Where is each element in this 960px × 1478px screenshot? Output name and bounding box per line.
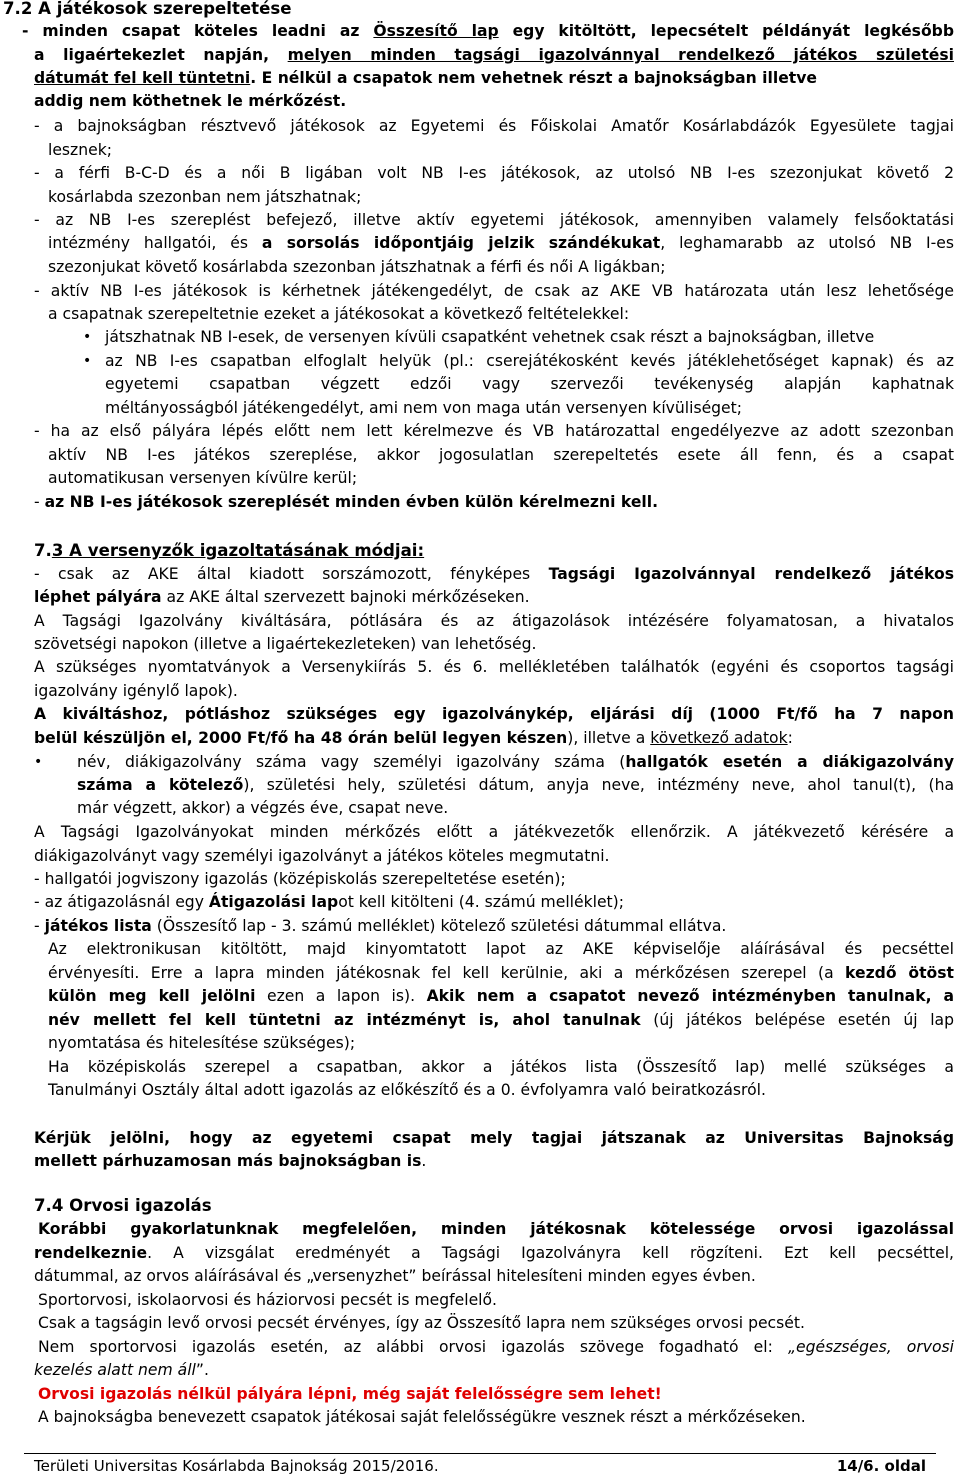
para-7-2-line-12: - aktív NB I-es játékosok is kérhetnek játékengedélyt, de csak az AKE VB határozata után lesz lehetősége [34,282,954,300]
bullet-7-2-2b: egyetemi csapatban végzett edzői vagy szervezői tevékenység alapján kaphatnak [105,375,954,393]
para-7-3-line-22: mellett párhuzamosan más bajnokságban is. [34,1152,427,1170]
bullet-dot: • [34,754,43,770]
bullet-dot: • [83,329,92,345]
para-7-2-line-10: intézmény hallgatói, és a sorsolás időpontjáig jelzik szándékukat, leghamarabb az utolsó NB I-es [48,234,954,252]
bullet-7-3-1c: már végzett, akkor) a végzés éve, csapat neve. [77,799,449,817]
bullet-7-3-1a: név, diákigazolvány száma vagy személyi igazolvány száma (hallgatók esetén a diákigazolvány [77,753,954,771]
para-7-3-line-6: igazolvány igénylő lapok). [34,682,238,700]
para-7-3-line-2: léphet pályára az AKE által szervezett bajnoki mérkőzéseken. [34,588,530,606]
para-7-4-line-5: Csak a tagságin levő orvosi pecsét érvényes, így az Összesítő lapra nem szükséges orvosi pecsét. [38,1314,805,1332]
bullet-7-2-1: játszhatnak NB I-esek, de versenyen kívüli csapatként vehetnek csak részt a bajnokságban, illetve [105,328,875,346]
footer-divider [24,1453,936,1454]
para-7-3-line-7: A kiváltáshoz, pótláshoz szükséges egy igazolványkép, eljárási díj (1000 Ft/fő ha 7 napon [34,705,954,723]
para-7-4-line-4: Sportorvosi, iskolaorvosi és háziorvosi pecsét is megfelelő. [38,1291,498,1309]
para-7-2-line-2: a ligaértekezlet napján, melyen minden tagsági igazolvánnyal rendelkező játékos születési [34,46,954,64]
para-7-3-line-18: nyomtatása és hitelesítése szükséges); [48,1034,356,1052]
para-7-2-line-7: - a férfi B-C-D és a női B ligában volt NB I-es játékosok, az utolsó NB I-es szezonjukat követő 2 [34,164,954,182]
para-7-2-line-11: szezonjukat követő kosárlabda szezonban játszhatnak a férfi és női A ligákban; [48,258,666,276]
para-7-3-line-3: A Tagsági Igazolvány kiváltására, pótlására és az átigazolások intézésére folyamatosan, a hivatalos [34,612,954,630]
para-7-2-line-9: - az NB I-es szereplést befejező, illetve aktív egyetemi játékosok, amennyiben valamely felsőoktatási [34,211,954,229]
para-7-3-line-9: A Tagsági Igazolványokat minden mérkőzés előtt a játékvezetők ellenőrzik. A játékvezető kérésére a [34,823,954,841]
para-7-3-line-11: - hallgatói jogviszony igazolás (középiskolás szerepeltetése esetén); [34,870,566,888]
para-7-2-line-13: a csapatnak szerepeltetnie ezeket a játékosokat a következő feltételekkel: [48,305,630,323]
section-7-4-title: 7.4 Orvosi igazolás [34,1196,212,1215]
para-7-2-line-5: - a bajnokságban résztvevő játékosok az Egyetemi és Főiskolai Amatőr Kosárlabdázók Egyesülete tagjai [34,117,954,135]
para-7-2-line-14: - ha az első pályára lépés előtt nem lett kérelmezve és VB határozattal engedélyezve az adott szezonban [34,422,954,440]
bullet-7-2-2c: méltányosságból játékengedélyt, ami nem von maga után versenyen kívüliséget; [105,399,743,417]
para-7-3-line-20: Tanulmányi Osztály által adott igazolás az előkészítő és a 0. évfolyamra való beiratkozásról. [48,1081,766,1099]
para-7-4-line-2: rendelkeznie. A vizsgálat eredményét a Tagsági Igazolványra kell rögzíteni. Ezt kell pecséttel, [34,1244,954,1262]
para-7-3-line-15: érvényesíti. Erre a lapra minden játékosnak fel kell kerülnie, aki a mérkőzésen szerepel (a kezdő ötöst [48,964,955,982]
para-7-4-line-9: A bajnokságba benevezett csapatok játékosai saját felelősségükre vesznek részt a mérkőzéseken. [38,1408,806,1426]
section-7-2-title: 7.2 A játékosok szerepeltetése [3,0,292,18]
para-7-3-line-4: szövetségi napokon (illetve a ligaértekezleteken) van lehetőség. [34,635,537,653]
para-7-2-line-8: kosárlabda szezonban nem játszhatnak; [48,188,362,206]
para-7-2-line-17: - az NB I-es játékosok szereplését minden évben külön kérelmezni kell. [34,493,659,511]
bullet-7-3-1b: száma a kötelező), születési hely, születési dátum, anyja neve, intézmény neve, ahol tanul(t), (ha [77,776,955,794]
section-7-3-title: 7.3 A versenyzők igazoltatásának módjai: [34,541,425,560]
para-7-2-line-1: - minden csapat köteles leadni az Összesítő lap egy kitöltött, lepecsételt példányát legkésőbb [22,22,955,40]
para-7-2-line-4: addig nem köthetnek le mérkőzést. [34,92,347,110]
para-7-3-line-12: - az átigazolásnál egy Átigazolási lapot kell kitölteni (4. számú melléklet); [34,893,624,911]
para-7-2-line-3: dátumát fel kell tüntetni. E nélkül a csapatok nem vehetnek részt a bajnokságban illetve [34,69,817,87]
para-7-3-line-14: Az elektronikusan kitöltött, majd kinyomtatott lapot az AKE képviselője aláírásával és pecséttel [48,940,954,958]
para-7-3-line-1: - csak az AKE által kiadott sorszámozott, fényképes Tagsági Igazolvánnyal rendelkező játékos [34,565,954,583]
para-7-2-line-6: lesznek; [48,141,112,159]
para-7-3-line-19: Ha középiskolás szerepel a csapatban, akkor a játékos lista (Összesítő lap) mellé szükséges a [48,1058,954,1076]
para-7-3-line-21: Kérjük jelölni, hogy az egyetemi csapat mely tagjai játszanak az Universitas Bajnokság [34,1129,954,1147]
link-osszesito-lap: Összesítő lap [373,22,499,40]
para-7-3-line-16: külön meg kell jelölni ezen a lapon is). Akik nem a csapatot nevező intézményben tanulnak, a [48,987,954,1005]
page-number: 14/6. oldal [836,1457,926,1475]
para-7-3-line-8: belül készüljön el, 2000 Ft/fő ha 48 órán belül legyen készen), illetve a következő adatok: [34,729,793,747]
para-7-4-line-7: kezelés alatt nem áll”. [34,1361,209,1379]
para-7-3-line-5: A szükséges nyomtatványok a Versenykiírás 5. és 6. mellékletében találhatók (egyéni és csoportos tagsági [34,658,954,676]
para-7-2-line-16: automatikusan versenyen kívülre kerül; [48,469,358,487]
para-7-3-line-13: - játékos lista (Összesítő lap - 3. számú melléklet) kötelező születési dátummal ellátva. [34,917,727,935]
bullet-dot: • [83,353,92,369]
para-7-4-line-3: dátummal, az orvos aláírásával és „versenyzhet” beírással hitelesíteni minden egyes évben. [34,1267,756,1285]
warning-text: Orvosi igazolás nélkül pályára lépni, még saját felelősségre sem lehet! [38,1385,662,1403]
footer-title: Területi Universitas Kosárlabda Bajnokság 2015/2016. [34,1457,439,1475]
bullet-7-2-2a: az NB I-es csapatban elfoglalt helyük (pl.: cserejátékosként kevés játéklehetőséget kapnak) és az [105,352,954,370]
para-7-3-line-17: név mellett fel kell tüntetni az intézményt is, ahol tanulnak (új játékos belépése esetén új lap [48,1011,954,1029]
para-7-4-line-1: Korábbi gyakorlatunknak megfelelően, minden játékosnak kötelessége orvosi igazolással [38,1220,954,1238]
para-7-3-line-10: diákigazolványt vagy személyi igazolványt a játékos köteles megmutatni. [34,847,610,865]
para-7-4-line-6: Nem sportorvosi igazolás esetén, az alábbi orvosi igazolás szövege fogadható el: „egészséges, orvosi [38,1338,954,1356]
para-7-2-line-15: aktív NB I-es játékos szereplése, akkor jogosulatlan szerepeltetés esete áll fenn, és a csapat [48,446,954,464]
